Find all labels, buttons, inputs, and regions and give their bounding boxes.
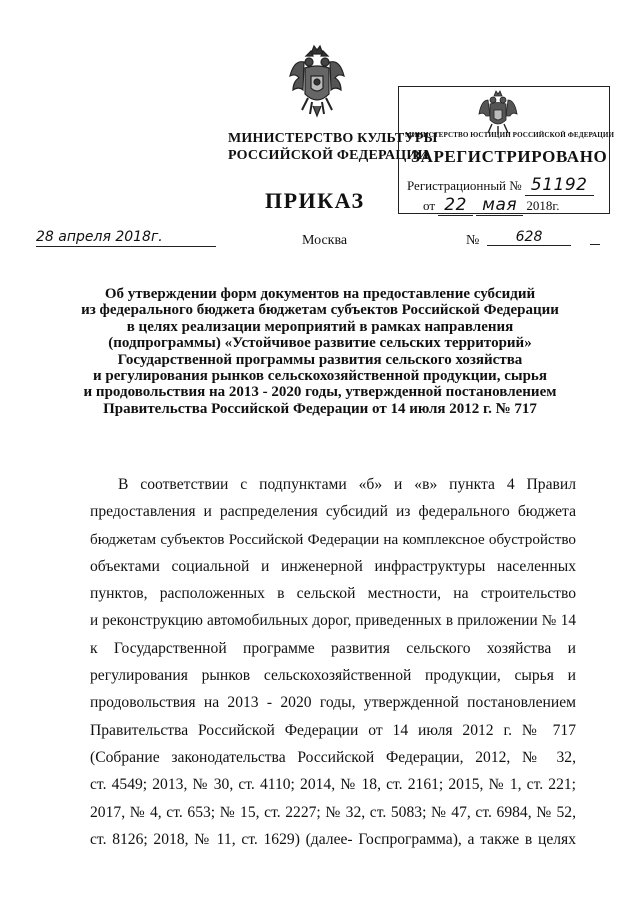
- stamp-registered: ЗАРЕГИСТРИРОВАНО: [411, 147, 608, 166]
- body-line: ст. 4549; 2013, № 30, ст. 4110; 2014, № 18, ст. 2161; 2015, № 1, ст. 221;: [90, 776, 576, 794]
- body-line: пунктов, расположенных в сельской местности, на строительство: [90, 585, 576, 603]
- heading-line: (подпрограммы) «Устойчивое развитие сельских территорий»: [108, 335, 532, 352]
- body-line: к Государственной программе развития сельского хозяйства и: [90, 639, 576, 657]
- stamp-date-month: мая: [476, 195, 523, 216]
- order-date: 28 апреля 2018г.: [36, 229, 216, 247]
- stamp-reg-number-row: [407, 175, 594, 195]
- order-title: ПРИКАЗ: [265, 188, 365, 213]
- heading-line: Об утверждении форм документов на предоставление субсидий: [104, 286, 536, 302]
- stamp-date-prefix: от: [423, 198, 436, 213]
- ministry-line: МИНИСТЕРСТВО КУЛЬТУРЫ: [228, 131, 438, 146]
- stamp-reg-number: 51192: [525, 175, 594, 196]
- body-line: объектами социальной и инженерной инфраструктуры населенных: [90, 557, 576, 575]
- stamp-emblem-icon: [478, 88, 518, 136]
- body-line: 2017, № 4, ст. 653; № 15, ст. 2227; № 32, ст. 5083; № 47, ст. 6984, № 52,: [90, 803, 576, 821]
- stamp-date-day: 22: [438, 195, 473, 216]
- heading-line: из федерального бюджета бюджетам субъектов Российской Федерации: [81, 302, 559, 319]
- body-line: Правительства Российской Федерации от 14 июля 2012 г. № 717: [90, 721, 576, 739]
- ministry-line: РОССИЙСКОЙ ФЕДЕРАЦИИ: [228, 148, 429, 163]
- coat-of-arms-icon: [288, 42, 346, 118]
- order-city: Москва: [302, 233, 348, 248]
- body-line: (Собрание законодательства Российской Федерации, 2012, № 32,: [90, 748, 576, 766]
- body-line: продовольствия на 2013 - 2020 годы, утвержденной постановлением: [90, 694, 576, 712]
- body-line: предоставления и распределения субсидий из федерального бюджета: [90, 503, 576, 521]
- order-number: 628: [487, 229, 571, 246]
- body-line: ст. 8126; 2018, № 11, ст. 1629) (далее- Госпрограмма), а также в целях: [90, 830, 576, 848]
- order-number-label: №: [466, 233, 480, 248]
- stamp-date-year: 2018г.: [526, 198, 560, 213]
- heading-line: Правительства Российской Федерации от 14 июля 2012 г. № 717: [103, 400, 537, 417]
- heading-line: и продовольствия на 2013 - 2020 годы, утвержденной постановлением: [83, 384, 557, 401]
- heading-line: в целях реализации мероприятий в рамках направления: [126, 318, 514, 335]
- body-line: и реконструкцию автомобильных дорог, приведенных в приложении № 14: [90, 612, 576, 630]
- document-heading: [60, 286, 580, 417]
- body-line: В соответствии с подпунктами «б» и «в» пункта 4 Правил: [118, 476, 576, 493]
- stamp-ministry: МИНИСТЕРСТВО ЮСТИЦИИ РОССИЙСКОЙ ФЕДЕРАЦИИ: [405, 131, 615, 139]
- body-line: регулирования рынков сельскохозяйственной продукции, сырья и: [90, 667, 576, 685]
- heading-line: Государственной программы развития сельского хозяйства: [117, 351, 523, 368]
- heading-line: и регулирования рынков сельскохозяйственной продукции, сырья: [93, 368, 547, 385]
- number-dash: [590, 244, 600, 245]
- document-body: [90, 471, 576, 853]
- body-line: бюджетам субъектов Российской Федерации на комплексное обустройство: [90, 530, 576, 548]
- stamp-reg-label: Регистрационный №: [407, 178, 522, 193]
- stamp-date-row: [423, 195, 560, 215]
